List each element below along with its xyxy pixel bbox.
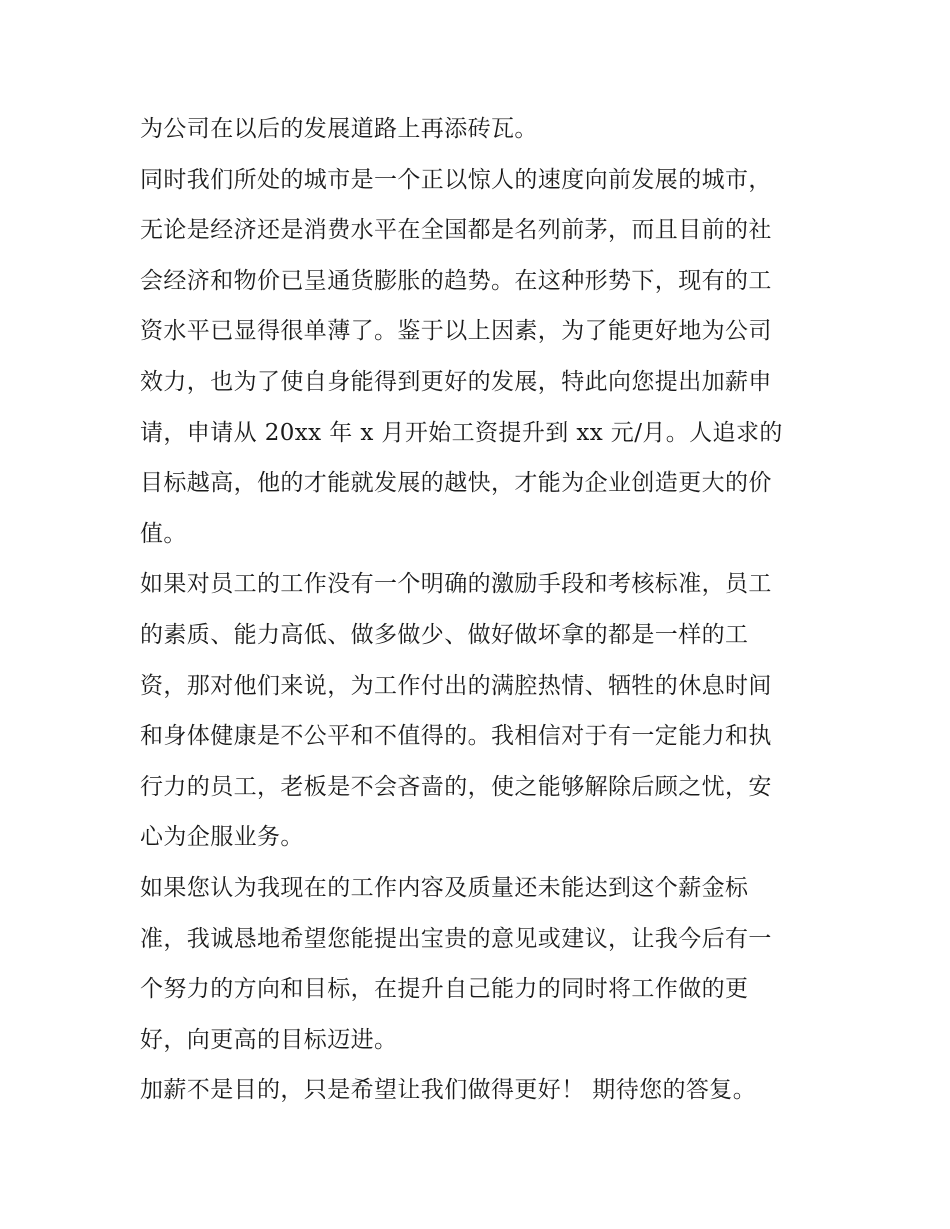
text-line: 如果对员工的工作没有一个明确的激励手段和考核标准，员工 [140, 571, 772, 598]
text-line: 请，申请从 20xx 年 x 月开始工资提升到 xx 元/月。人追求的 [140, 419, 783, 446]
document-body [140, 104, 830, 1116]
text-line: 和身体健康是不公平和不值得的。我相信对于有一定能力和执 [140, 723, 772, 750]
text-line: 效力，也为了使自身能得到更好的发展，特此向您提出加薪申 [140, 368, 772, 395]
text-line: 如果您认为我现在的工作内容及质量还未能达到这个薪金标 [140, 874, 749, 901]
text-line: 为公司在以后的发展道路上再添砖瓦。 [140, 116, 538, 142]
text-line: 目标越高，他的才能就发展的越快，才能为企业创造更大的价 [140, 470, 772, 497]
text-line: 资水平已显得很单薄了。鉴于以上因素，为了能更好地为公司 [140, 318, 772, 345]
text-line: 个努力的方向和目标，在提升自己能力的同时将工作做的更 [140, 976, 749, 1003]
text-line: 心为企服业务。 [140, 824, 304, 851]
text-line: 加薪不是目的，只是希望让我们做得更好！ 期待您的答复。 [140, 1077, 757, 1104]
text-line: 会经济和物价已呈通货膨胀的趋势。在这种形势下，现有的工 [140, 267, 772, 294]
text-line: 行力的员工，老板是不会吝啬的，使之能够解除后顾之忧，安 [140, 773, 772, 800]
text-line: 无论是经济还是消费水平在全国都是名列前茅，而且目前的社 [140, 217, 772, 244]
text-line: 准，我诚恳地希望您能提出宝贵的意见或建议，让我今后有一 [140, 925, 772, 952]
text-line: 值。 [140, 520, 187, 547]
text-line: 的素质、能力高低、做多做少、做好做坏拿的都是一样的工 [140, 621, 749, 648]
text-line: 同时我们所处的城市是一个正以惊人的速度向前发展的城市， [140, 166, 772, 193]
text-line: 资，那对他们来说，为工作付出的满腔热情、牺牲的休息时间 [140, 672, 772, 699]
text-line: 好，向更高的目标迈进。 [140, 1026, 398, 1053]
